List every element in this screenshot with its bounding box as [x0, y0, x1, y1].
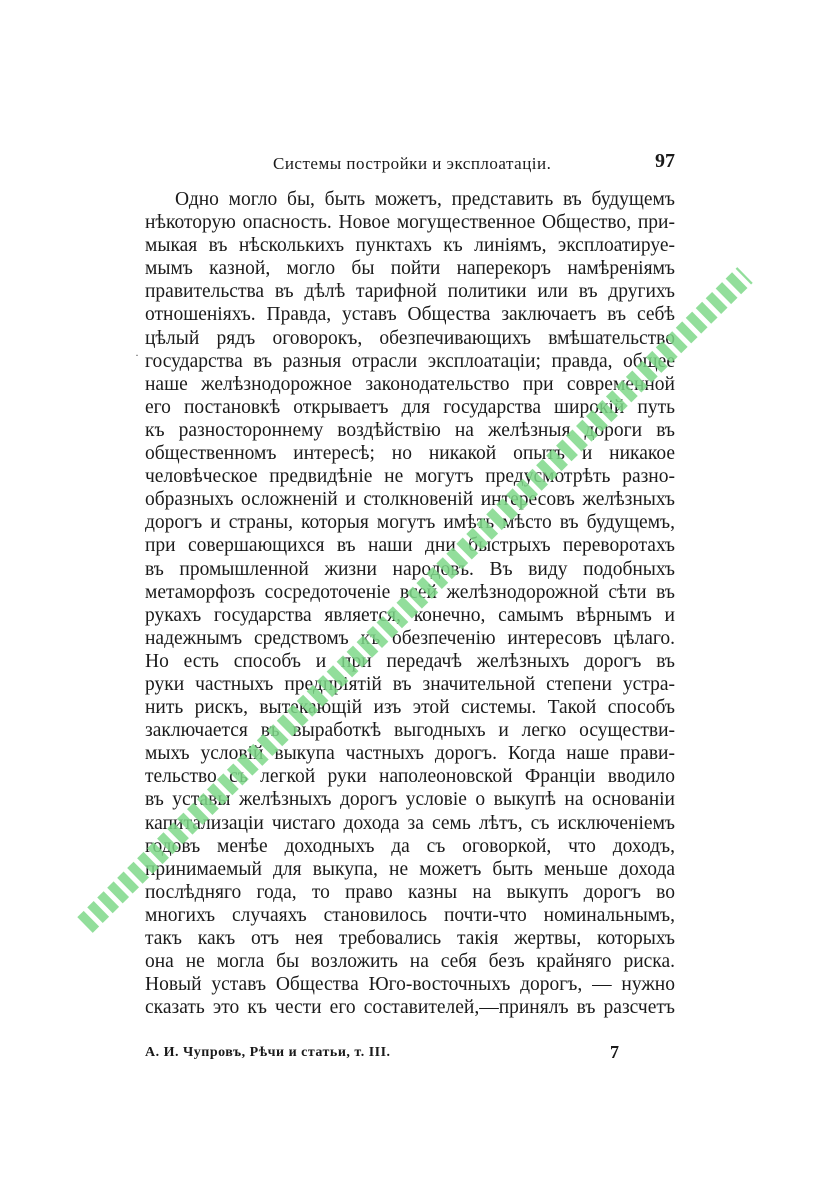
text-line: Одно могло бы, быть можетъ, представить въ будущемъ [175, 189, 675, 210]
text-line: въ промышленной жизни народовъ. Въ виду подобныхъ [145, 558, 675, 580]
text-line: она не могла бы возложить на себя безъ крайняго риска. [145, 951, 675, 973]
text-line: человѣческое предвидѣніе не могутъ предусмотрѣть разно- [145, 466, 675, 488]
text-line: образныхъ осложненій и столкновеній интересовъ желѣзныхъ [145, 489, 675, 511]
text-line: цѣлый рядъ оговорокъ, обезпечивающихъ вмѣшательство [145, 327, 675, 349]
text-line: при совершающихся въ наши дни быстрыхъ переворотахъ [145, 535, 675, 557]
page-header [145, 150, 675, 180]
text-line: такъ какъ отъ нея требовались такія жертвы, которыхъ [145, 928, 675, 949]
text-line: наше желѣзнодорожное законодательство при современной [145, 373, 675, 395]
text-line: въ уставы желѣзныхъ дорогъ условіе о выкупѣ на основаніи [145, 789, 675, 811]
text-line: общественномъ интересѣ; но никакой опытъ и никакое [145, 443, 675, 465]
text-line: руки частныхъ предпріятій въ значительной степени устра- [145, 673, 675, 695]
text-line: капитализаціи чистаго дохода за семь лѣтъ, съ исключеніемъ [145, 812, 675, 834]
text-line: къ разностороннему воздѣйствію на желѣзныя дороги въ [145, 419, 675, 441]
page-footer [145, 1042, 675, 1066]
text-line: рукахъ государства является, конечно, самымъ вѣрнымъ и [145, 604, 675, 626]
text-line: нить рискъ, вытекающій изъ этой системы. Такой способъ [145, 697, 675, 719]
text-line: послѣдняго года, то право казны на выкупъ дорогъ во [145, 881, 675, 903]
margin-mark: · [135, 348, 139, 362]
text-line: Но есть способъ и при передачѣ желѣзныхъ дорогъ въ [145, 650, 675, 672]
text-line: его постановкѣ открываетъ для государства широкій путь [145, 396, 675, 418]
text-line: мыкая въ нѣсколькихъ пунктахъ къ линіямъ, эксплоатируе- [145, 235, 675, 257]
text-line: годовъ менѣе доходныхъ да съ оговоркой, что доходъ, [145, 835, 675, 857]
text-line: Новый уставъ Общества Юго-восточныхъ дорогъ, — нужно [145, 974, 675, 996]
text-line: мымъ казной, могло бы пойти наперекоръ намѣреніямъ [145, 258, 675, 280]
text-line: надежнымъ средствомъ къ обезпеченію интересовъ цѣлаго. [145, 627, 675, 649]
footer-citation: А. И. Чупровъ, Рѣчи и статьи, т. III. [145, 1045, 391, 1060]
text-line: тельство съ легкой руки наполеоновской Франціи вводило [145, 766, 675, 788]
signature-mark: 7 [610, 1042, 619, 1062]
text-line: принимаемый для выкупа, не можетъ быть меньше дохода [145, 858, 675, 880]
text-line: метаморфозъ сосредоточеніе всей желѣзнодорожной сѣти въ [145, 581, 675, 603]
text-line: многихъ случаяхъ становилось почти-что номинальнымъ, [145, 904, 675, 926]
text-line: государства въ разныя отрасли эксплоатаціи; правда, общее [145, 350, 675, 372]
running-title: Системы постройки и эксплоатаціи. [273, 154, 552, 173]
page-number: 97 [655, 150, 675, 172]
text-line: отношеніяхъ. Правда, уставъ Общества заключаетъ въ себѣ [145, 304, 675, 326]
text-line: заключается въ выработкѣ выгодныхъ и легко осуществи- [145, 720, 675, 742]
text-line: сказать это къ чести его составителей,—принялъ въ разсчетъ [145, 997, 675, 1019]
text-line: мыхъ условій выкупа частныхъ дорогъ. Когда наше прави- [145, 743, 675, 765]
text-line: нѣкоторую опасность. Новое могущественное Общество, при- [145, 212, 675, 234]
body-text [145, 188, 675, 1019]
text-line: правительства въ дѣлѣ тарифной политики или въ другихъ [145, 281, 675, 303]
text-line: дорогъ и страны, которыя могутъ имѣть мѣсто въ будущемъ, [145, 512, 675, 534]
